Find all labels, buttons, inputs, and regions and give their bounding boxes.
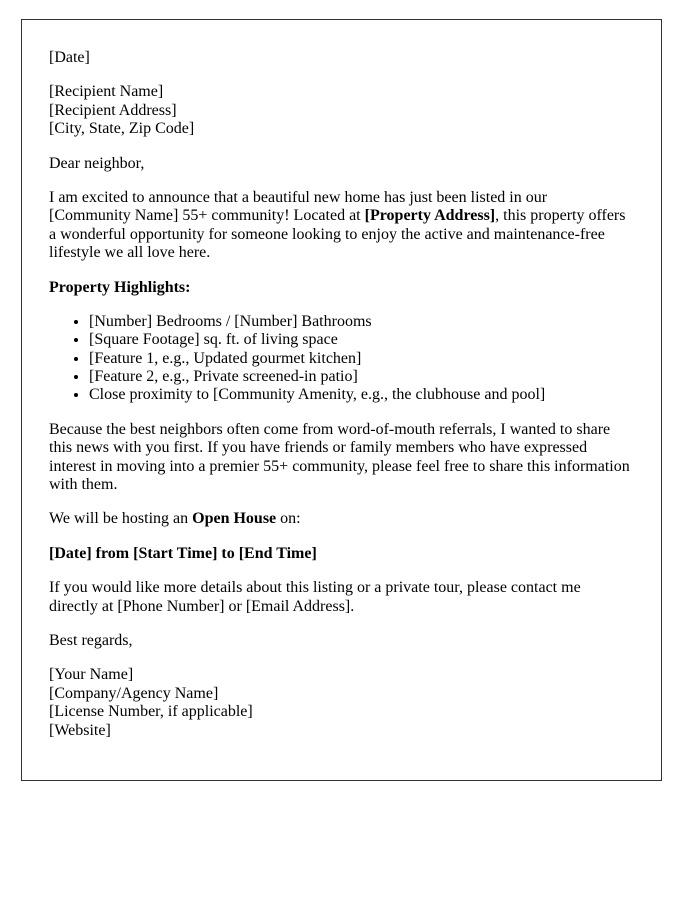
signature-website: [Website] [49,721,111,739]
open-house-datetime: [Date] from [Start Time] to [End Time] [49,544,317,562]
signature-block [49,666,631,740]
open-house-text-after: on: [276,510,301,528]
signature-company: [Company/Agency Name] [49,684,219,702]
highlight-item-feature-2: • [Feature 2, e.g., Private screened-in patio] [89,368,631,386]
highlight-item-amenity: • Close proximity to [Community Amenity, e.g., the clubhouse and pool] [89,386,631,404]
open-house-line [49,510,631,528]
intro-text-after: , this property offers a wonderful opportunity for someone looking to enjoy the active and maintenance-free lifestyle we all love here. [49,207,626,262]
open-house-text-before: We will be hosting an [49,510,193,528]
highlight-item-square-footage: • [Square Footage] sq. ft. of living space [89,331,631,349]
highlight-item-bed-bath: • [Number] Bedrooms / [Number] Bathrooms [89,313,631,331]
recipient-address: [Recipient Address] [49,101,177,119]
highlight-item-feature-1: • [Feature 1, e.g., Updated gourmet kitchen] [89,350,631,368]
salutation: Dear neighbor, [49,154,145,172]
recipient-name: [Recipient Name] [49,83,164,101]
contact-paragraph: If you would like more details about this listing or a private tour, please contact me directly at [Phone Number] or [Email Address]. [49,579,581,615]
recipient-city-state-zip: [City, State, Zip Code] [49,120,195,138]
intro-paragraph [49,189,631,263]
recipient-block [49,83,631,138]
signature-name: [Your Name] [49,666,134,684]
highlights-list [49,313,631,405]
signature-license: [License Number, if applicable] [49,703,253,721]
intro-text-before: I am excited to announce that a beautiful new home has just been listed in our [Community Name] 55+ community! Located at [49,188,548,225]
property-address-placeholder: [Property Address] [364,207,496,225]
open-house-label: Open House [192,510,277,528]
referral-paragraph: Because the best neighbors often come from word-of-mouth referrals, I wanted to share this news with you first. If you have friends or family members who have expressed interest in moving into a premier 55+ community, please feel free to share this information with them. [49,420,630,494]
letter-body [21,19,662,781]
highlights-heading: Property Highlights: [49,278,191,296]
date-placeholder: [Date] [49,49,90,66]
closing: Best regards, [49,631,133,649]
